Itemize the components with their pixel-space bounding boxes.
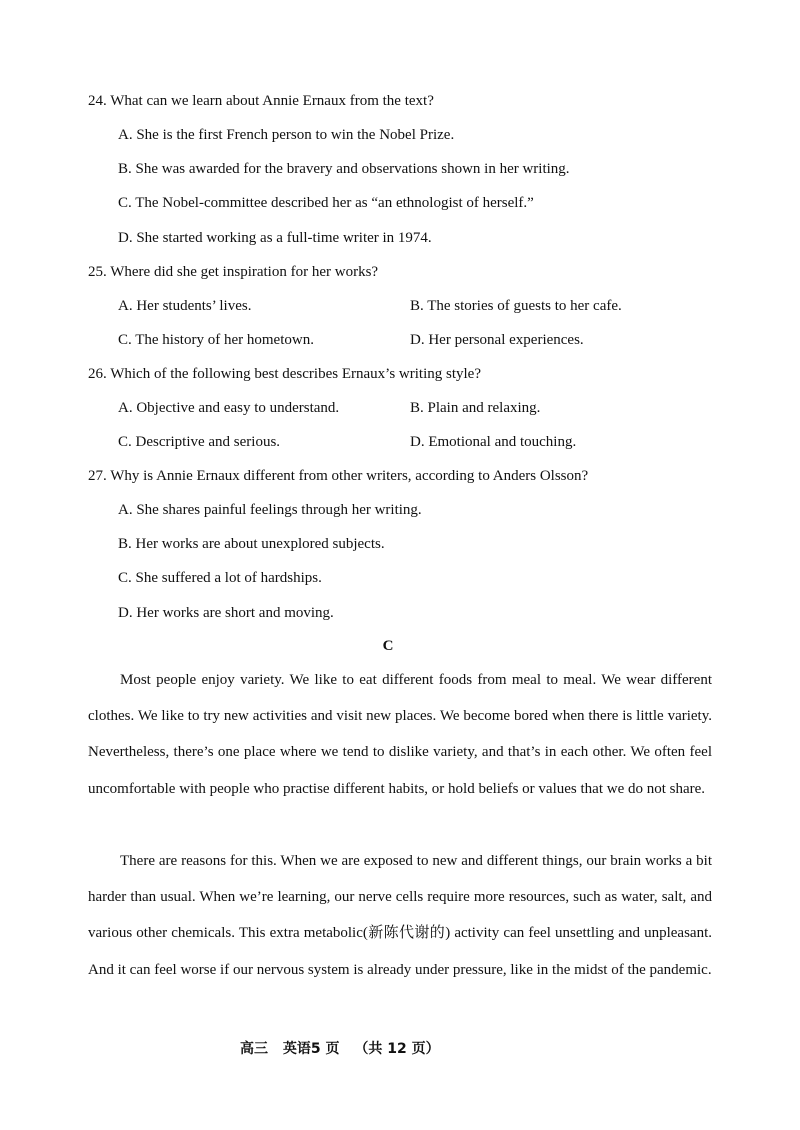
page-footer (240, 1038, 450, 1058)
footer-grade: 高三 (240, 1041, 268, 1057)
question-27-option-a: A. She shares painful feelings through her writing. (118, 502, 422, 518)
question-24-option-c: C. The Nobel-committee described her as “an ethnologist of herself.” (118, 195, 534, 211)
question-24-option-b: B. She was awarded for the bravery and observations shown in her writing. (118, 161, 570, 177)
question-25-option-b: B. The stories of guests to her cafe. (410, 298, 622, 314)
question-26-option-b: B. Plain and relaxing. (410, 400, 541, 416)
question-27-option-b: B. Her works are about unexplored subjects. (118, 536, 385, 552)
passage-paragraph-1: Most people enjoy variety. We like to eat different foods from meal to meal. We wear different clothes. We like to try new activities and visit new places. We become bored when there is little variety. Nevertheless, there’s one place where we tend to dislike variety, and that’s in each other. We often feel uncomfortable with people who practise different habits, or hold beliefs or values that we do not share. (88, 672, 712, 797)
question-27-option-d: D. Her works are short and moving. (118, 605, 334, 621)
question-25-stem: 25. Where did she get inspiration for her works? (88, 264, 379, 280)
footer-total: （共 12 页） (354, 1041, 440, 1057)
question-26-option-d: D. Emotional and touching. (410, 434, 577, 450)
question-27-option-c: C. She suffered a lot of hardships. (118, 570, 322, 586)
question-27-stem: 27. Why is Annie Ernaux different from other writers, according to Anders Olsson? (88, 468, 589, 484)
question-26-stem: 26. Which of the following best describes Ernaux’s writing style? (88, 366, 481, 382)
question-24-stem: 24. What can we learn about Annie Ernaux from the text? (88, 93, 434, 109)
question-26-option-a: A. Objective and easy to understand. (118, 400, 340, 416)
question-26-option-c: C. Descriptive and serious. (118, 434, 281, 450)
section-heading: C (382, 638, 394, 654)
question-25-option-a: A. Her students’ lives. (118, 298, 252, 314)
question-24-option-a: A. She is the first French person to win the Nobel Prize. (118, 127, 455, 143)
question-25-option-d: D. Her personal experiences. (410, 332, 584, 348)
footer-page: 英语5 页 (282, 1041, 340, 1057)
question-25-option-c: C. The history of her hometown. (118, 332, 314, 348)
passage-paragraph-2: There are reasons for this. When we are exposed to new and different things, our brain works a bit harder than usual. When we’re learning, our nerve cells require more resources, such as water, salt, and various other chemicals. This extra metabolic(新陈代谢的) activity can feel unsettling and unpleasant. And it can feel worse if our nervous system is already under pressure, like in the midst of the pandemic. (88, 853, 712, 978)
question-24-option-d: D. She started working as a full-time writer in 1974. (118, 230, 432, 246)
